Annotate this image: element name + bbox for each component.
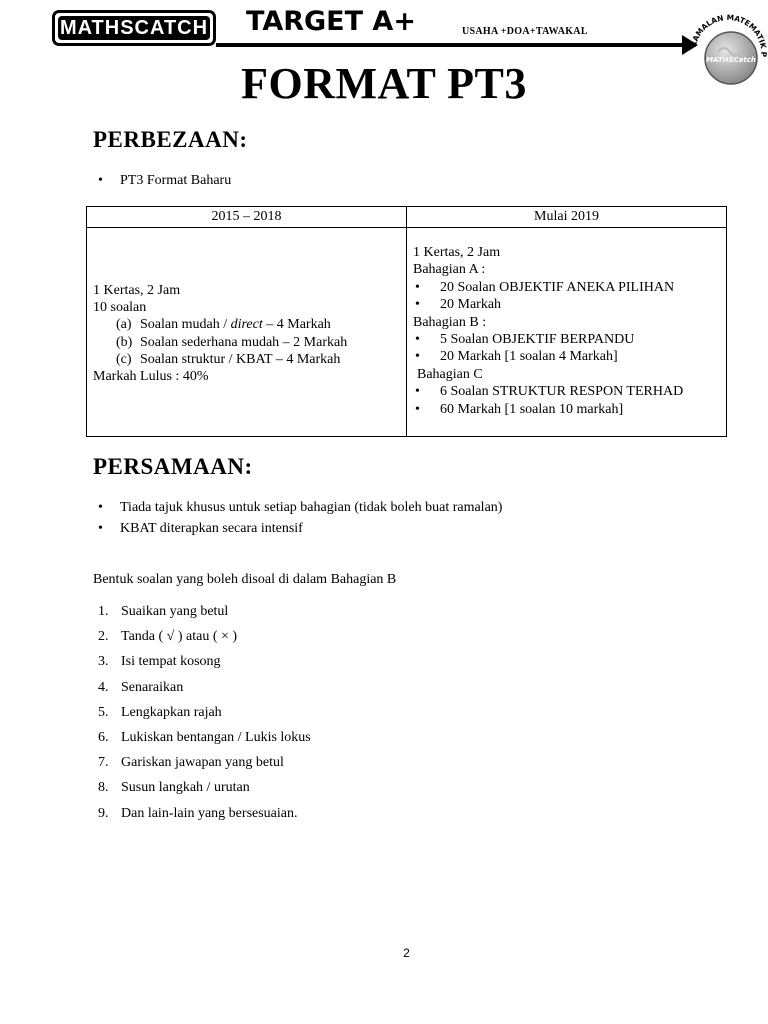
- col-header-mulai-2019: Mulai 2019: [407, 207, 727, 228]
- section-a-bullet-2: [413, 296, 683, 313]
- bentuk-soalan-intro: Bentuk soalan yang boleh disoal di dalam Bahagian B: [93, 572, 397, 587]
- list-item-text: Dan lain-lain yang bersesuaian.: [121, 805, 298, 821]
- section-a-title: Bahagian A :: [413, 262, 486, 278]
- list-item: 9. Dan lain-lain yang bersesuaian.: [98, 806, 311, 831]
- section-b-bullet-2-text: 20 Markah [1 soalan 4 Markah]: [440, 349, 618, 365]
- mathscatch-logo-text: MATHSCATCH: [59, 16, 209, 39]
- list-item-text: Suaikan yang betul: [121, 604, 229, 619]
- persamaan-bullet-2-text: KBAT diterapkan secara intensif: [120, 521, 303, 536]
- old-pass-mark: Markah Lulus : 40%: [93, 369, 209, 385]
- list-item: 3. Isi tempat kosong: [98, 654, 311, 679]
- list-item-text: Gariskan jawapan yang betul: [121, 755, 284, 771]
- page-title: FORMAT PT3: [241, 59, 527, 108]
- cell-old-format: [87, 228, 407, 437]
- bullet-icon: •: [415, 349, 420, 365]
- cell-new-format: [407, 228, 727, 437]
- section-a-bullet-1-text: 20 Soalan OBJEKTIF ANEKA PILIHAN: [440, 279, 675, 295]
- persamaan-heading: PERSAMAAN:: [93, 454, 253, 479]
- old-paper-duration: 1 Kertas, 2 Jam: [93, 283, 181, 298]
- bullet-icon: •: [98, 173, 103, 188]
- bentuk-soalan-list: [98, 604, 311, 831]
- old-item-c-label: (c): [116, 351, 132, 367]
- list-item-text: Susun langkah / urutan: [121, 780, 250, 796]
- table-body-row: [87, 228, 727, 437]
- old-item-a-italic: direct: [230, 317, 263, 333]
- bullet-icon: •: [98, 521, 103, 536]
- section-b-bullet-1-text: 5 Soalan OBJEKTIF BERPANDU: [440, 332, 635, 348]
- list-item: 8. Susun langkah / urutan: [98, 780, 311, 805]
- persamaan-bullet-1: [98, 500, 502, 516]
- old-item-c: [93, 351, 347, 368]
- section-c-bullet-1: [413, 383, 683, 400]
- section-b-bullet-2: [413, 348, 683, 365]
- section-a-bullet-1: [413, 279, 683, 296]
- list-item-text: Isi tempat kosong: [121, 654, 221, 670]
- old-item-a-label: (a): [116, 317, 132, 333]
- target-a-plus: TARGET A+: [246, 6, 416, 37]
- section-c-bullet-1-text: 6 Soalan STRUKTUR RESPON TERHAD: [440, 384, 684, 400]
- table-header-row: [87, 207, 727, 228]
- section-a-bullet-2-text: 20 Markah: [440, 297, 502, 313]
- section-c-bullet-2: [413, 401, 683, 418]
- bullet-icon: •: [415, 279, 420, 295]
- old-item-b-label: (b): [116, 334, 133, 350]
- new-paper-duration: 1 Kertas, 2 Jam: [413, 245, 501, 260]
- bullet-icon: •: [415, 384, 420, 400]
- bullet-icon: •: [415, 401, 420, 417]
- list-item-text: Lukiskan bentangan / Lukis lokus: [121, 729, 311, 745]
- perbezaan-heading: PERBEZAAN:: [93, 127, 248, 152]
- bullet-icon: •: [98, 500, 103, 515]
- persamaan-bullet-1-text: Tiada tajuk khusus untuk setiap bahagian (tidak boleh buat ramalan): [120, 500, 503, 515]
- persamaan-bullet-2: [98, 521, 303, 537]
- section-b-title: Bahagian B :: [413, 314, 487, 330]
- section-c-title: Bahagian C: [417, 366, 483, 382]
- section-c-bullet-2-text: 60 Markah [1 soalan 10 markah]: [440, 401, 624, 417]
- list-item-text: Lengkapkan rajah: [121, 704, 222, 720]
- old-item-a-text-before: Soalan mudah /: [140, 317, 231, 333]
- list-item: 1. Suaikan yang betul: [98, 604, 311, 629]
- list-item-text: Senaraikan: [121, 679, 184, 695]
- list-item: 7. Gariskan jawapan yang betul: [98, 755, 311, 780]
- badge-arc-text: RAMALAN MATEMATIK PT3: [688, 12, 768, 58]
- page-number: 2: [403, 946, 410, 960]
- old-item-a-text-after: – 4 Markah: [262, 317, 331, 333]
- list-item: 4. Senaraikan: [98, 680, 311, 705]
- bullet-icon: •: [415, 332, 420, 348]
- badge-center-text: MATHSCatch: [706, 56, 756, 64]
- old-item-a: [93, 316, 347, 333]
- mathscatch-logo: [52, 10, 216, 46]
- list-item: 5. Lengkapkan rajah: [98, 705, 311, 730]
- format-baharu-bullet: [98, 173, 231, 189]
- list-item-text: Tanda ( √ ) atau ( × ): [121, 629, 238, 645]
- bullet-icon: •: [415, 297, 420, 313]
- format-baharu-text: PT3 Format Baharu: [120, 173, 232, 188]
- header-arrow-line: [216, 43, 686, 47]
- old-item-b-text: Soalan sederhana mudah – 2 Markah: [140, 334, 348, 350]
- old-item-b: [93, 334, 347, 351]
- section-b-bullet-1: [413, 331, 683, 348]
- list-item: 6. Lukiskan bentangan / Lukis lokus: [98, 730, 311, 755]
- old-item-c-text: Soalan struktur / KBAT – 4 Markah: [140, 351, 341, 367]
- header-motto: USAHA +DOA+TAWAKAL: [462, 26, 588, 37]
- col-header-2015-2018: 2015 – 2018: [87, 207, 407, 228]
- old-question-count: 10 soalan: [93, 300, 147, 316]
- comparison-table: [86, 206, 727, 437]
- list-item: 2. Tanda ( √ ) atau ( × ): [98, 629, 311, 654]
